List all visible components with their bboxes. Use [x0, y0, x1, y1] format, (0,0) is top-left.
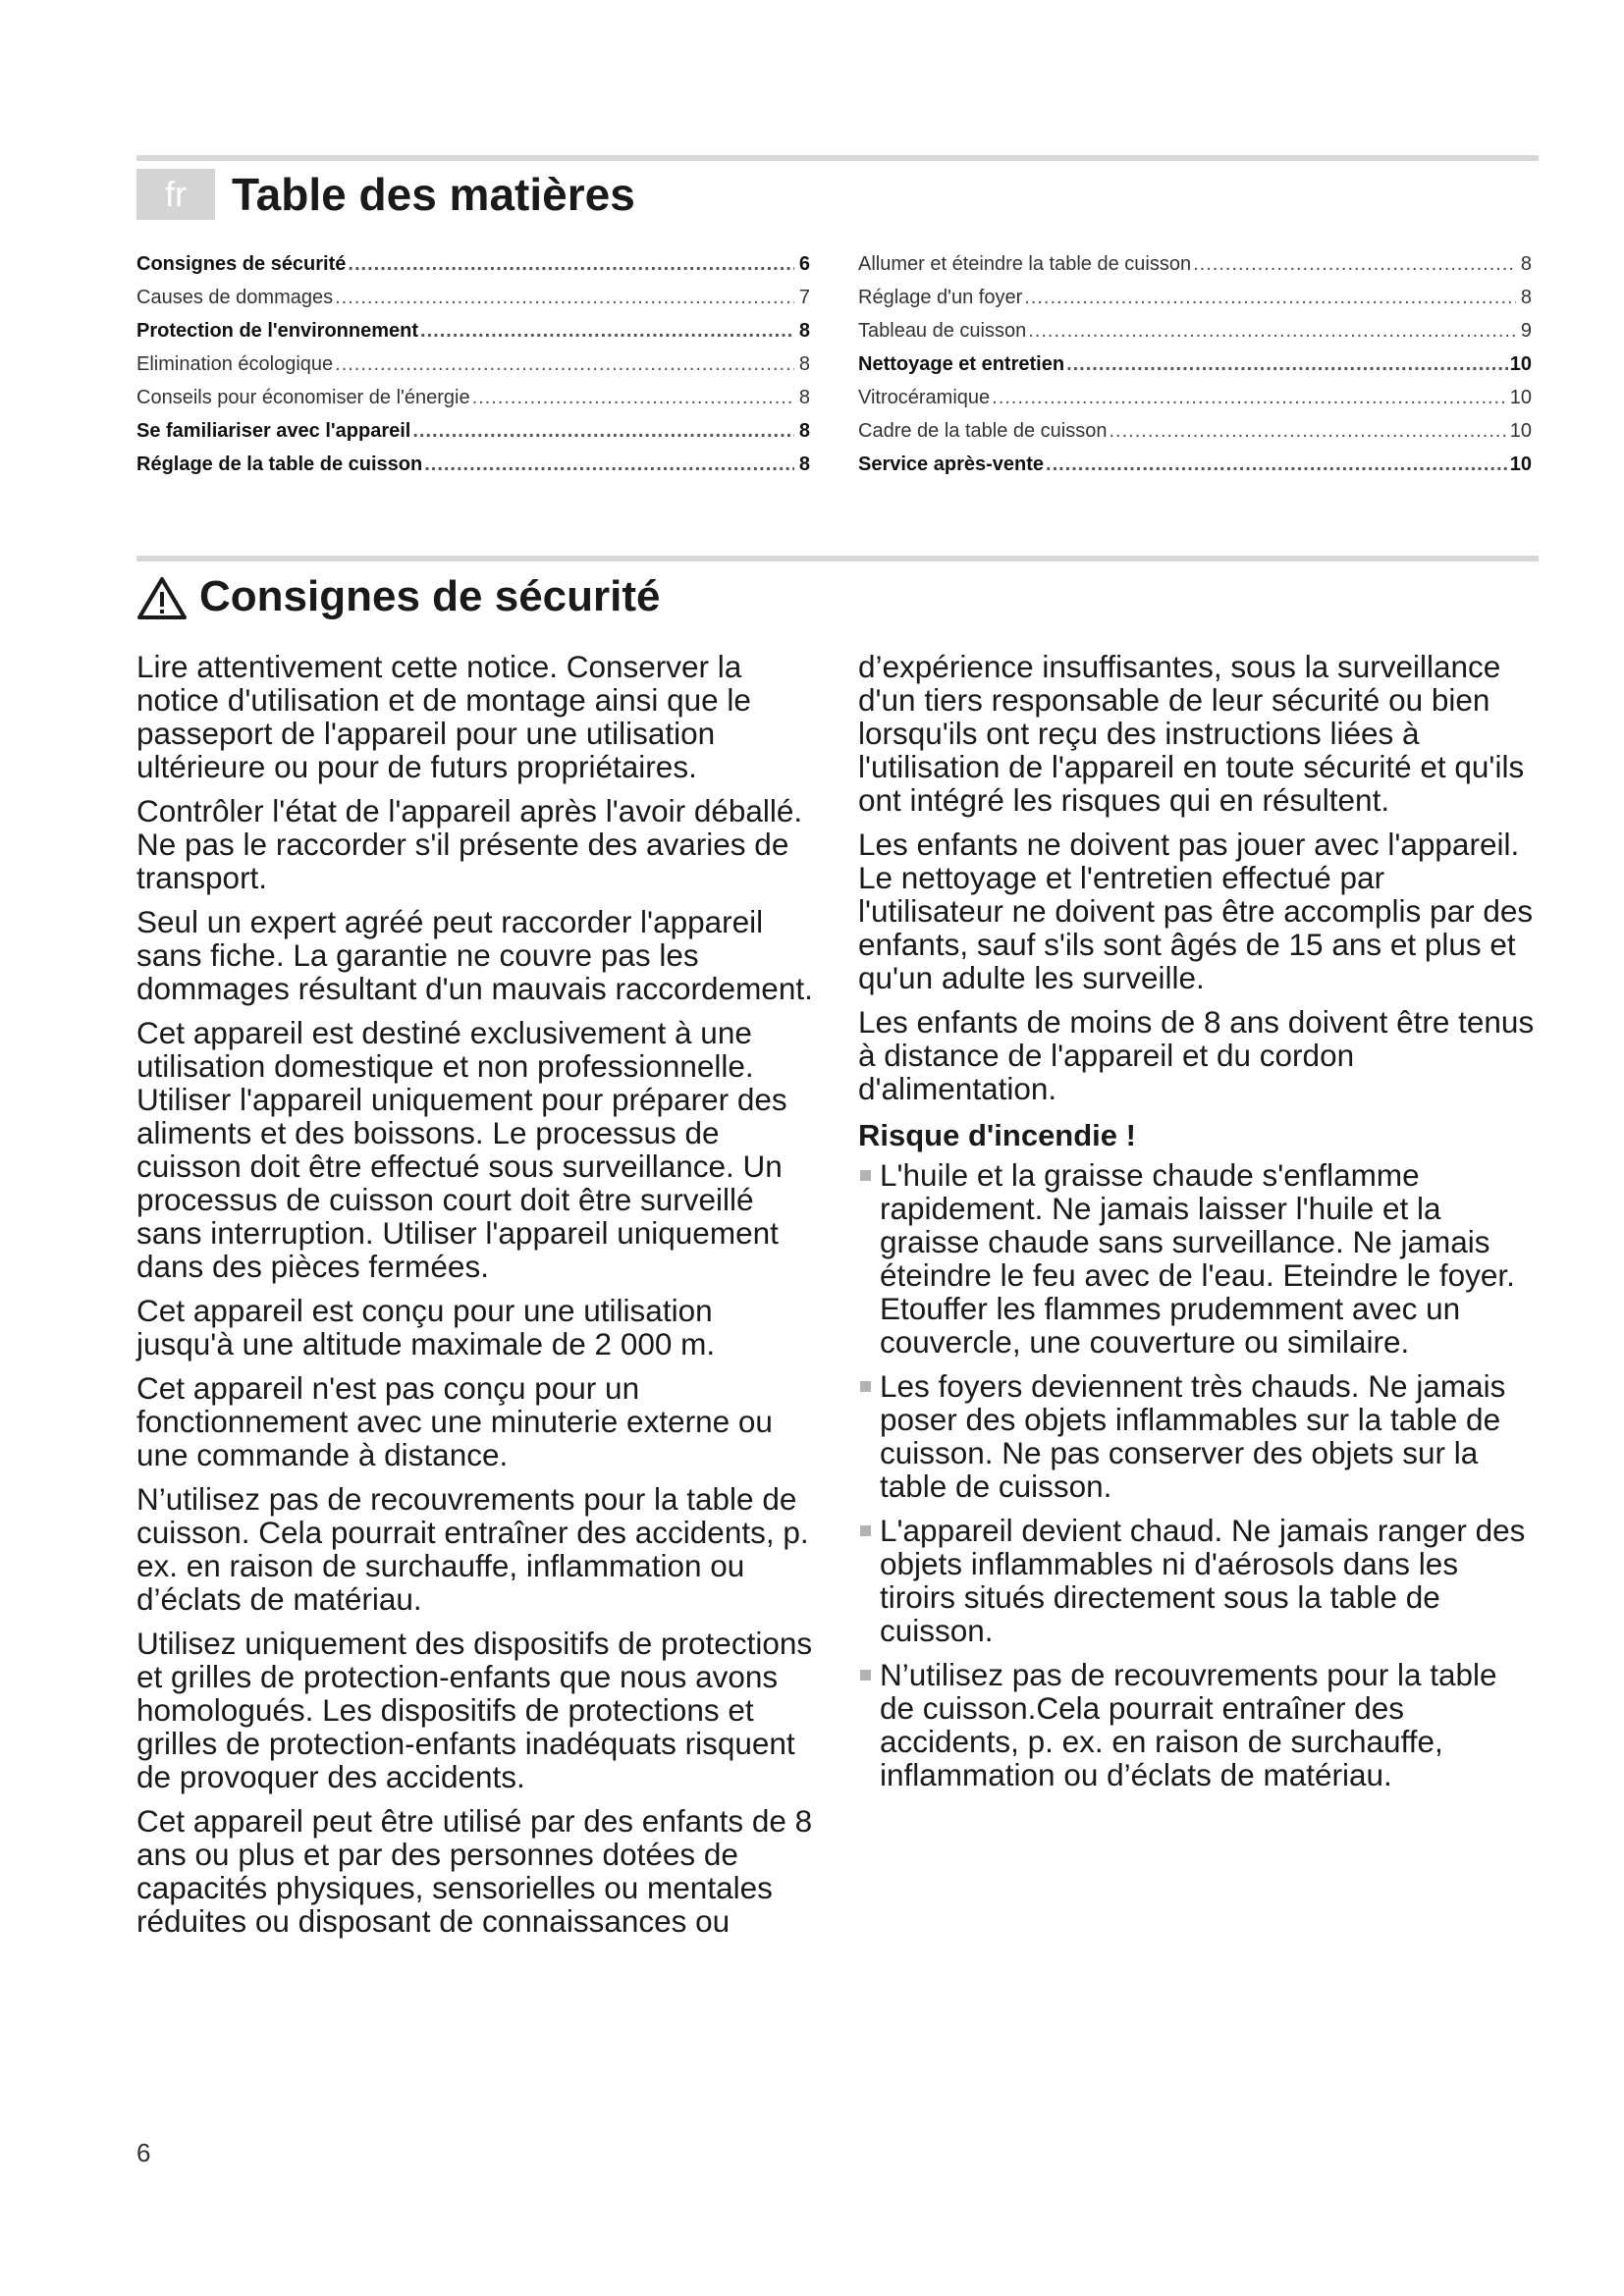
toc-leader-dots: [348, 253, 794, 276]
toc-entry[interactable]: [858, 320, 1532, 353]
toc-entry-page: 8: [798, 353, 810, 375]
toc-entry-title: Elimination écologique: [136, 353, 334, 375]
fire-risk-bullet-text: L'huile et la graisse chaude s'enflamme rapidement. Ne jamais laisser l'huile et la graisse chaude sans surveillance. Ne jamais éteindre le feu avec de l'eau. Eteindre le foyer. Etouffer les flammes prudemment avec un couvercle, une couverture ou similaire.: [880, 1157, 1515, 1360]
toc-entry-page: 10: [1509, 353, 1532, 375]
body-paragraph: Cet appareil est destiné exclusivement à une utilisation domestique et non professionnelle. Utiliser l'appareil uniquement pour préparer des aliments et des boissons. Le processus de cuisson doit être effectué sous surveillance. Un processus de cuisson court doit être surveillé sans interruption. Utiliser l'appareil uniquement dans des pièces fermées.: [136, 1015, 787, 1284]
warning-triangle-icon: [136, 575, 188, 620]
toc-entry-page: 6: [798, 253, 810, 275]
toc-entry[interactable]: [136, 454, 810, 487]
body-paragraph: Les enfants de moins de 8 ans doivent être tenus à distance de l'appareil et du cordon d'alimentation.: [858, 1004, 1535, 1106]
toc-entry-title: Conseils pour économiser de l'énergie: [136, 387, 470, 408]
body-paragraph: Cet appareil est conçu pour une utilisation jusqu'à une altitude maximale de 2 000 m.: [136, 1293, 716, 1362]
body-paragraph: Contrôler l'état de l'appareil après l'avoir déballé. Ne pas le raccorder s'il présente des avaries de transport.: [136, 793, 803, 895]
toc-leader-dots: [1028, 320, 1516, 343]
fire-risk-heading: Risque d'incendie !: [858, 1118, 1136, 1152]
toc-entry[interactable]: [858, 387, 1532, 420]
fire-risk-bullet: [858, 1158, 1538, 1359]
toc-entry-page: 8: [1520, 253, 1532, 275]
toc-entry-page: 8: [798, 420, 810, 442]
toc-entry-title: Causes de dommages: [136, 287, 334, 308]
toc-left-column: [136, 253, 810, 487]
toc-entry-page: 10: [1509, 387, 1532, 408]
toc-entry-title: Cadre de la table de cuisson: [858, 420, 1108, 442]
safety-title: Consignes de sécurité: [199, 572, 661, 620]
toc-entry-page: 10: [1509, 454, 1532, 475]
toc-entry[interactable]: [858, 420, 1532, 454]
toc-entry[interactable]: [136, 253, 810, 287]
toc-entry-title: Nettoyage et entretien: [858, 353, 1065, 375]
fire-risk-bullet: [858, 1658, 1538, 1791]
toc-entry[interactable]: [858, 253, 1532, 287]
toc-leader-dots: [420, 320, 794, 343]
toc-entry-title: Se familiariser avec l'appareil: [136, 420, 411, 442]
safety-left-column: [136, 650, 814, 1949]
toc-entry[interactable]: [136, 320, 810, 353]
toc-leader-dots: [424, 454, 794, 476]
toc-entry[interactable]: [136, 353, 810, 387]
toc-entry[interactable]: [136, 287, 810, 320]
toc-entry-title: Allumer et éteindre la table de cuisson: [858, 253, 1192, 275]
toc-leader-dots: [1193, 253, 1516, 276]
safety-right-column: [858, 650, 1538, 1802]
toc-entry-page: 8: [798, 320, 810, 342]
body-paragraph: N’utilisez pas de recouvrements pour la table de cuisson. Cela pourrait entraîner des accidents, p. ex. en raison de surchauffe, inflammation ou d’éclats de matériau.: [136, 1481, 809, 1617]
toc-entry[interactable]: [858, 454, 1532, 487]
toc-leader-dots: [472, 387, 794, 409]
body-paragraph: Lire attentivement cette notice. Conserver la notice d'utilisation et de montage ainsi que le passeport de l'appareil pour une utilisation ultérieure ou pour de futurs propriétaires.: [136, 649, 751, 784]
bullet-square-icon: [858, 1658, 880, 1791]
toc-top-rule: [136, 155, 1539, 161]
toc-entry-page: 8: [798, 454, 810, 475]
toc-leader-dots: [992, 387, 1508, 409]
toc-right-column: [858, 253, 1532, 487]
body-paragraph: d’expérience insuffisantes, sous la surveillance d'un tiers responsable de leur sécurité ou bien lorsqu'ils ont reçu des instructions liées à l'utilisation de l'appareil en toute sécurité et qu'ils ont intégré les risques qui en résultent.: [858, 649, 1525, 818]
toc-entry-title: Réglage de la table de cuisson: [136, 454, 423, 475]
toc-leader-dots: [1066, 353, 1508, 376]
body-paragraph: Seul un expert agréé peut raccorder l'appareil sans fiche. La garantie ne couvre pas les dommages résultant d'un mauvais raccordement.: [136, 904, 813, 1006]
safety-top-rule: [136, 556, 1539, 561]
fire-risk-bullet-text: L'appareil devient chaud. Ne jamais ranger des objets inflammables ni d'aérosols dans les tiroirs situés directement sous la table de cuisson.: [880, 1513, 1526, 1648]
body-paragraph: Cet appareil peut être utilisé par des enfants de 8 ans ou plus et par des personnes dotées de capacités physiques, sensorielles ou mentales réduites ou disposant de connaissances ou: [136, 1803, 813, 1939]
toc-entry-page: 7: [798, 287, 810, 308]
language-tag: fr: [136, 169, 215, 220]
toc-entry-title: Consignes de sécurité: [136, 253, 347, 275]
bullet-square-icon: [858, 1369, 880, 1503]
toc-entry-title: Vitrocéramique: [858, 387, 991, 408]
body-paragraph: Les enfants ne doivent pas jouer avec l'appareil. Le nettoyage et l'entretien effectué par l'utilisateur ne doivent pas être accomplis par des enfants, sauf s'ils sont âgés de 15 ans et plus et qu'un adulte les surveille.: [858, 827, 1534, 995]
toc-entry-title: Protection de l'environnement: [136, 320, 419, 342]
toc-entry-title: Tableau de cuisson: [858, 320, 1027, 342]
fire-risk-bullet-text: Les foyers deviennent très chauds. Ne jamais poser des objets inflammables sur la table de cuisson. Ne pas conserver des objets sur la table de cuisson.: [880, 1368, 1506, 1504]
toc-leader-dots: [335, 287, 794, 309]
toc-entry-title: Réglage d'un foyer: [858, 287, 1023, 308]
toc-entry-page: 9: [1520, 320, 1532, 342]
fire-risk-bullet: [858, 1514, 1538, 1647]
bullet-square-icon: [858, 1514, 880, 1647]
body-paragraph: Utilisez uniquement des dispositifs de protections et grilles de protection-enfants que nous avons homologués. Les dispositifs de protections et grilles de protection-enfants inadéquats risquent de provoquer des accidents.: [136, 1626, 813, 1794]
page-number: 6: [136, 2138, 151, 2167]
body-paragraph: Cet appareil n'est pas conçu pour un fonctionnement avec une minuterie externe ou une commande à distance.: [136, 1370, 773, 1472]
toc-entry[interactable]: [858, 353, 1532, 387]
toc-leader-dots: [1024, 287, 1516, 309]
toc-leader-dots: [1110, 420, 1508, 443]
fire-risk-bullet-text: N’utilisez pas de recouvrements pour la table de cuisson.Cela pourrait entraîner des accidents, p. ex. en raison de surchauffe, inflammation ou d’éclats de matériau.: [880, 1657, 1497, 1792]
fire-risk-bullet: [858, 1369, 1538, 1503]
toc-entry-page: 10: [1509, 420, 1532, 442]
toc-leader-dots: [412, 420, 794, 443]
bullet-square-icon: [858, 1158, 880, 1359]
toc-entry-page: 8: [798, 387, 810, 408]
toc-entry-title: Service après-vente: [858, 454, 1045, 475]
toc-entry[interactable]: [858, 287, 1532, 320]
toc-leader-dots: [1046, 454, 1508, 476]
toc-leader-dots: [335, 353, 794, 376]
toc-entry[interactable]: [136, 420, 810, 454]
toc-title: Table des matières: [232, 169, 635, 220]
toc-entry-page: 8: [1520, 287, 1532, 308]
toc-entry[interactable]: [136, 387, 810, 420]
